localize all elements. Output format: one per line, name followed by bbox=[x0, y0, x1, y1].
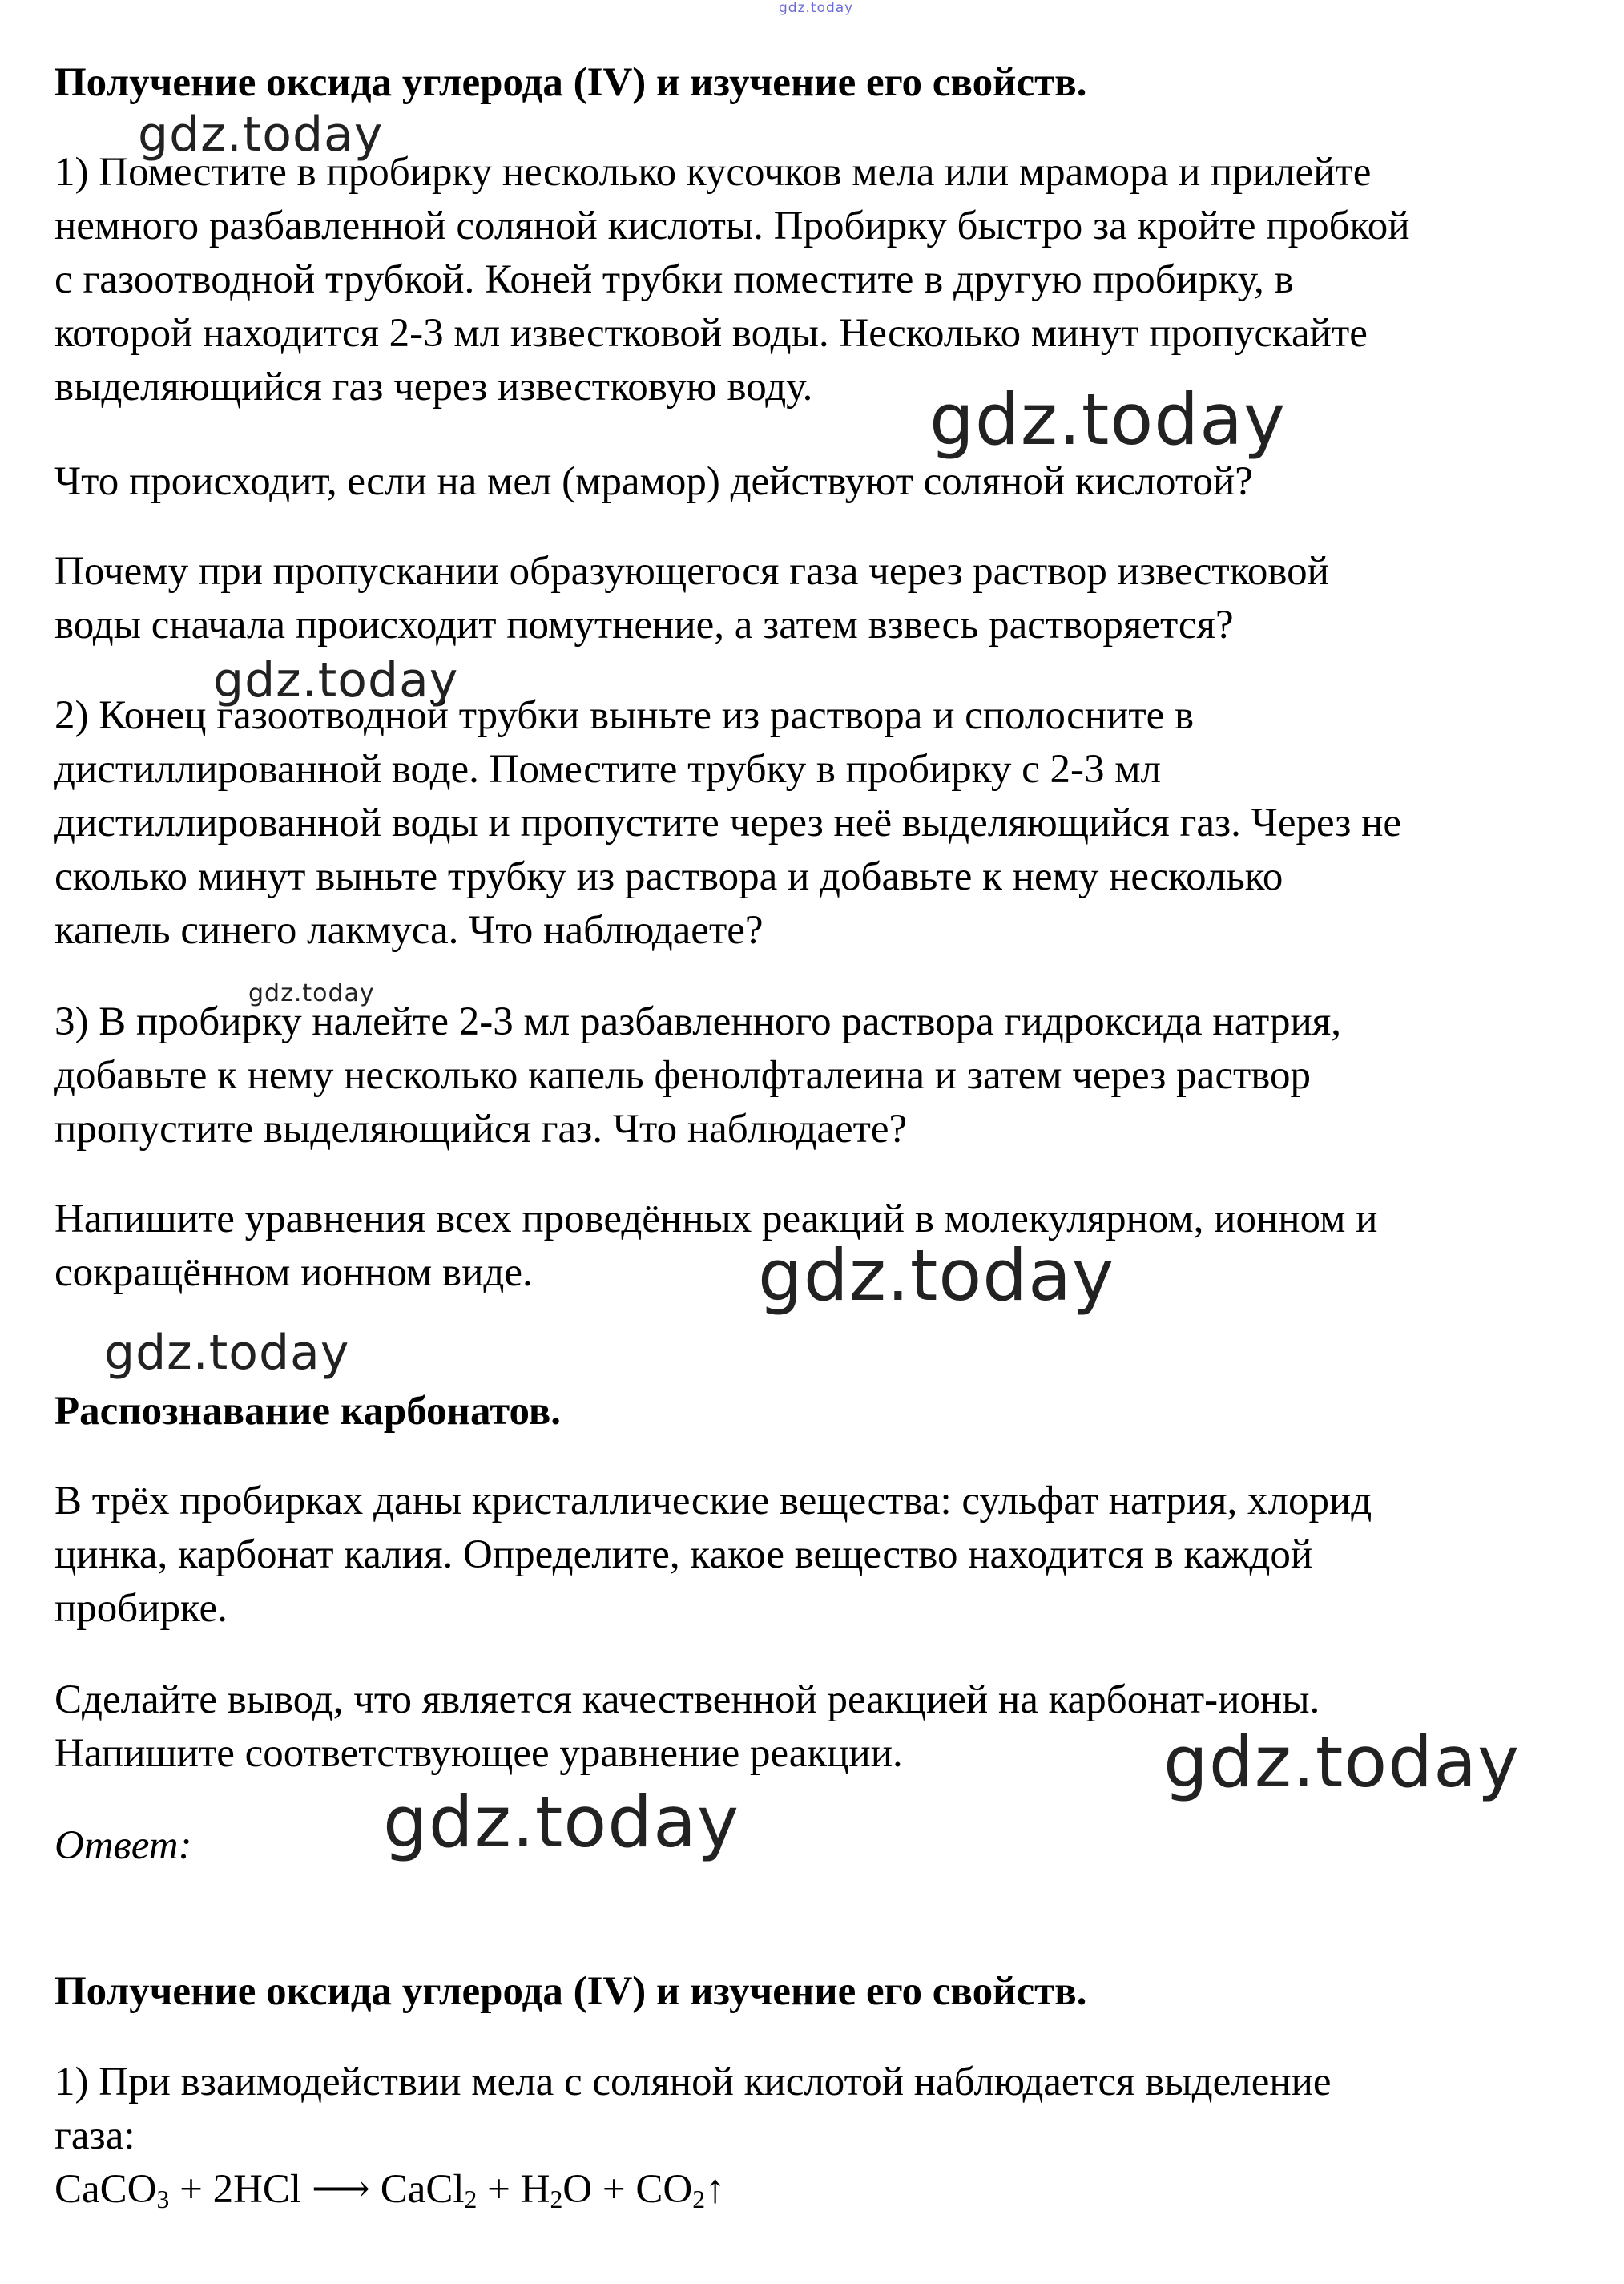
text-line: сколько минут выньте трубку из раствора и добавьте к нему несколько bbox=[54, 854, 1283, 899]
answer-title: Получение оксида углерода (IV) и изучение его свойств. bbox=[54, 1969, 1087, 2014]
question1: Что происходит, если на мел (мрамор) действуют соляной кислотой? bbox=[54, 459, 1253, 504]
chemical-equation: CaCO$_3$ + 2HCl ⟶ CaCl$_2$ + $H_2O$ + $CO_2↑$ bbox=[54, 2167, 726, 2213]
text-line: дистиллированной воды и пропустите через неё выделяющийся газ. Через не bbox=[54, 801, 1402, 845]
text-line: пробирке. bbox=[54, 1586, 228, 1631]
watermark: gdz.today bbox=[213, 652, 459, 708]
watermark: gdz.today bbox=[248, 979, 375, 1007]
text-line: с газоотводной трубкой. Коней трубки поместите в другую пробирку, в bbox=[54, 257, 1294, 302]
text-line: 1) Поместите в пробирку несколько кусочков мела или мрамора и прилейте bbox=[54, 150, 1372, 195]
step3-paragraph bbox=[54, 995, 1617, 1156]
watermark-top: gdz.today bbox=[779, 0, 854, 16]
question2-paragraph bbox=[54, 545, 1617, 652]
carbonates-paragraph bbox=[54, 1475, 1617, 1636]
text-line: выделяющийся газ через известковую воду. bbox=[54, 365, 813, 410]
text-line: Напишите уравнения всех проведённых реакций в молекулярном, ионном и bbox=[54, 1196, 1378, 1241]
text-line: 1) При взаимодействии мела с соляной кислотой наблюдается выделение bbox=[54, 2060, 1332, 2104]
watermark: gdz.today bbox=[1163, 1721, 1521, 1803]
text-line: В трёх пробирках даны кристаллические вещества: сульфат натрия, хлорид bbox=[54, 1479, 1372, 1523]
text-line: добавьте к нему несколько капель фенолфталеина и затем через раствор bbox=[54, 1053, 1311, 1098]
text-line: немного разбавленной соляной кислоты. Пробирку быстро за кройте пробкой bbox=[54, 204, 1410, 248]
text-line: капель синего лакмуса. Что наблюдаете? bbox=[54, 908, 764, 953]
text-line: Сделайте вывод, что является качественной реакцией на карбонат-ионы. bbox=[54, 1677, 1320, 1722]
text-line: воды сначала происходит помутнение, а затем взвесь растворяется? bbox=[54, 603, 1234, 648]
answer-label: Ответ: bbox=[54, 1823, 192, 1868]
text-line: сокращённом ионном виде. bbox=[54, 1250, 533, 1295]
step2-paragraph bbox=[54, 689, 1617, 958]
text-line: пропустите выделяющийся газ. Что наблюдаете? bbox=[54, 1107, 908, 1152]
text-line: газа: bbox=[54, 2113, 135, 2158]
watermark: gdz.today bbox=[138, 107, 384, 163]
text-line: Почему при пропускании образующегося газа через раствор известковой bbox=[54, 549, 1329, 594]
watermark: gdz.today bbox=[758, 1234, 1115, 1317]
text-line: Напишите соответствующее уравнение реакции. bbox=[54, 1731, 903, 1776]
text-line: которой находится 2-3 мл известковой воды. Несколько минут пропускайте bbox=[54, 311, 1368, 356]
watermark: gdz.today bbox=[383, 1781, 740, 1863]
text-line: цинка, карбонат калия. Определите, какое вещество находится в каждой bbox=[54, 1532, 1313, 1577]
carbonates-title: Распознавание карбонатов. bbox=[54, 1389, 562, 1434]
step1-paragraph bbox=[54, 146, 1617, 414]
text-line: дистиллированной воде. Поместите трубку в пробирку с 2-3 мл bbox=[54, 747, 1161, 792]
watermark: gdz.today bbox=[929, 378, 1287, 461]
answer-paragraph bbox=[54, 2056, 1617, 2217]
text-line: 2) Конец газоотводной трубки выньте из раствора и сполосните в bbox=[54, 693, 1195, 738]
watermark: gdz.today bbox=[104, 1325, 350, 1381]
task-title: Получение оксида углерода (IV) и изучение его свойств. bbox=[54, 60, 1087, 105]
text-line: 3) В пробирку налейте 2-3 мл разбавленного раствора гидроксида натрия, bbox=[54, 999, 1341, 1044]
